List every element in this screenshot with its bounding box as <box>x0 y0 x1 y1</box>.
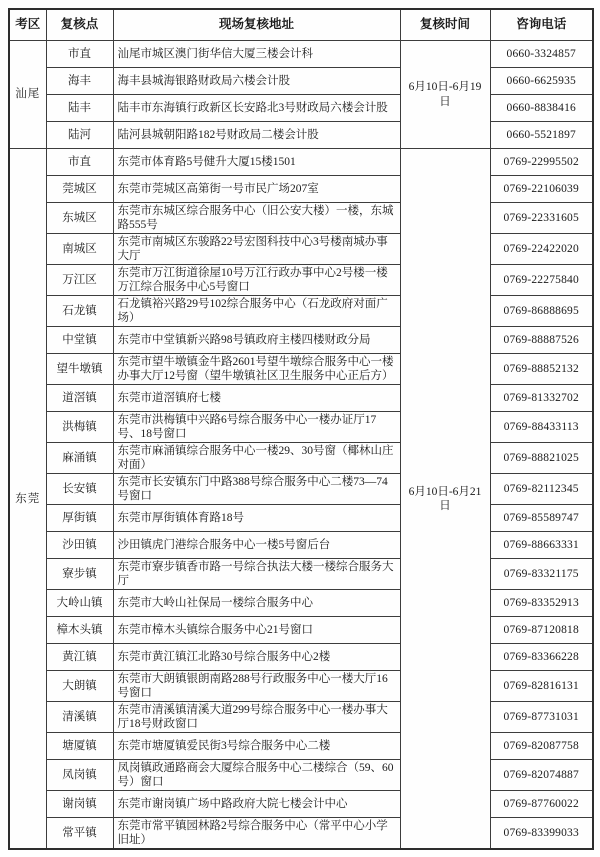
address-cell: 东莞市中堂镇新兴路98号镇政府主楼四楼财政分局 <box>113 327 400 354</box>
header-address: 现场复核地址 <box>113 9 400 41</box>
review-point-cell: 莞城区 <box>46 176 113 203</box>
phone-cell: 0769-88887526 <box>490 327 593 354</box>
table-row <box>9 671 593 702</box>
phone-cell: 0660-3324857 <box>490 41 593 68</box>
table-row <box>9 590 593 617</box>
table-row <box>9 176 593 203</box>
address-cell: 东莞市大岭山社保局一楼综合服务中心 <box>113 590 400 617</box>
table-row <box>9 203 593 234</box>
review-time-cell: 6月10日-6月19日 <box>400 41 490 149</box>
address-cell: 东莞市南城区东骏路22号宏图科技中心3号楼南城办事大厅 <box>113 234 400 265</box>
address-cell: 沙田镇虎门港综合服务中心一楼5号窗后台 <box>113 532 400 559</box>
review-point-cell: 大朗镇 <box>46 671 113 702</box>
review-point-cell: 海丰 <box>46 68 113 95</box>
address-cell: 陆河县城朝阳路182号财政局二楼会计股 <box>113 122 400 149</box>
header-region: 考区 <box>9 9 46 41</box>
phone-cell: 0769-82112345 <box>490 474 593 505</box>
phone-cell: 0769-81332702 <box>490 385 593 412</box>
review-point-cell: 大岭山镇 <box>46 590 113 617</box>
review-point-cell: 中堂镇 <box>46 327 113 354</box>
table-row <box>9 818 593 850</box>
review-point-cell: 谢岗镇 <box>46 791 113 818</box>
table-row <box>9 559 593 590</box>
phone-cell: 0769-87760022 <box>490 791 593 818</box>
table-row <box>9 760 593 791</box>
table-row <box>9 149 593 176</box>
review-point-cell: 陆丰 <box>46 95 113 122</box>
review-point-cell: 洪梅镇 <box>46 412 113 443</box>
phone-cell: 0769-22995502 <box>490 149 593 176</box>
table-row <box>9 532 593 559</box>
address-cell: 东莞市黄江镇江北路30号综合服务中心2楼 <box>113 644 400 671</box>
table-row <box>9 354 593 385</box>
review-point-cell: 市直 <box>46 41 113 68</box>
phone-cell: 0660-8838416 <box>490 95 593 122</box>
review-point-cell: 寮步镇 <box>46 559 113 590</box>
header-phone: 咨询电话 <box>490 9 593 41</box>
review-point-cell: 清溪镇 <box>46 702 113 733</box>
phone-cell: 0769-82087758 <box>490 733 593 760</box>
review-point-cell: 塘厦镇 <box>46 733 113 760</box>
address-cell: 东莞市洪梅镇中兴路6号综合服务中心一楼办证厅17号、18号窗口 <box>113 412 400 443</box>
address-cell: 东莞市体育路5号健升大厦15楼1501 <box>113 149 400 176</box>
table-row <box>9 702 593 733</box>
address-cell: 东莞市谢岗镇广场中路政府大院七楼会计中心 <box>113 791 400 818</box>
address-cell: 汕尾市城区澳门街华信大厦三楼会计科 <box>113 41 400 68</box>
address-cell: 陆丰市东海镇行政新区长安路北3号财政局六楼会计股 <box>113 95 400 122</box>
address-cell: 东莞市莞城区高第街一号市民广场207室 <box>113 176 400 203</box>
review-point-cell: 沙田镇 <box>46 532 113 559</box>
review-point-cell: 南城区 <box>46 234 113 265</box>
phone-cell: 0769-82074887 <box>490 760 593 791</box>
address-cell: 东莞市大朗镇银朗南路288号行政服务中心一楼大厅16号窗口 <box>113 671 400 702</box>
review-point-cell: 麻涌镇 <box>46 443 113 474</box>
header-point: 复核点 <box>46 9 113 41</box>
phone-cell: 0769-22422020 <box>490 234 593 265</box>
table-row <box>9 122 593 149</box>
review-point-cell: 万江区 <box>46 265 113 296</box>
table-row <box>9 68 593 95</box>
phone-cell: 0769-82816131 <box>490 671 593 702</box>
review-point-cell: 道滘镇 <box>46 385 113 412</box>
table-row <box>9 443 593 474</box>
table-row <box>9 296 593 327</box>
phone-cell: 0769-87120818 <box>490 617 593 644</box>
table-row <box>9 41 593 68</box>
table-row <box>9 505 593 532</box>
review-point-cell: 樟木头镇 <box>46 617 113 644</box>
review-time-cell: 6月10日-6月21日 <box>400 149 490 850</box>
phone-cell: 0769-22275840 <box>490 265 593 296</box>
review-point-cell: 陆河 <box>46 122 113 149</box>
region-cell: 东莞 <box>9 149 46 850</box>
header-time: 复核时间 <box>400 9 490 41</box>
review-point-cell: 凤岗镇 <box>46 760 113 791</box>
phone-cell: 0660-5521897 <box>490 122 593 149</box>
phone-cell: 0769-87731031 <box>490 702 593 733</box>
review-point-cell: 石龙镇 <box>46 296 113 327</box>
phone-cell: 0769-83366228 <box>490 644 593 671</box>
address-cell: 东莞市厚街镇体育路18号 <box>113 505 400 532</box>
table-row <box>9 791 593 818</box>
table-body <box>9 41 593 850</box>
phone-cell: 0769-88821025 <box>490 443 593 474</box>
phone-cell: 0769-22106039 <box>490 176 593 203</box>
table-row <box>9 385 593 412</box>
review-point-cell: 市直 <box>46 149 113 176</box>
table-row <box>9 733 593 760</box>
table-row <box>9 474 593 505</box>
table-row <box>9 234 593 265</box>
review-point-cell: 厚街镇 <box>46 505 113 532</box>
review-point-cell: 常平镇 <box>46 818 113 850</box>
header-row <box>9 9 593 41</box>
review-point-cell: 望牛墩镇 <box>46 354 113 385</box>
address-cell: 东莞市望牛墩镇金牛路2601号望牛墩综合服务中心一楼办事大厅12号窗（望牛墩镇社区卫生服务中心正后方） <box>113 354 400 385</box>
table-row <box>9 265 593 296</box>
table-row <box>9 327 593 354</box>
review-point-cell: 东城区 <box>46 203 113 234</box>
phone-cell: 0769-88433113 <box>490 412 593 443</box>
review-locations-table <box>8 8 594 850</box>
address-cell: 海丰县城海银路财政局六楼会计股 <box>113 68 400 95</box>
address-cell: 东莞市东城区综合服务中心（旧公安大楼）一楼，东城路555号 <box>113 203 400 234</box>
table-row <box>9 95 593 122</box>
phone-cell: 0769-22331605 <box>490 203 593 234</box>
table-row <box>9 644 593 671</box>
address-cell: 东莞市常平镇园林路2号综合服务中心（常平中心小学旧址） <box>113 818 400 850</box>
address-cell: 东莞市长安镇东门中路388号综合服务中心二楼73—74号窗口 <box>113 474 400 505</box>
phone-cell: 0769-85589747 <box>490 505 593 532</box>
table-row <box>9 412 593 443</box>
address-cell: 东莞市道滘镇府七楼 <box>113 385 400 412</box>
review-point-cell: 黄江镇 <box>46 644 113 671</box>
address-cell: 东莞市寮步镇香市路一号综合执法大楼一楼综合服务大厅 <box>113 559 400 590</box>
phone-cell: 0769-83352913 <box>490 590 593 617</box>
phone-cell: 0660-6625935 <box>490 68 593 95</box>
region-cell: 汕尾 <box>9 41 46 149</box>
address-cell: 东莞市万江街道徐屋10号万江行政办事中心2号楼一楼万江综合服务中心5号窗口 <box>113 265 400 296</box>
phone-cell: 0769-86888695 <box>490 296 593 327</box>
address-cell: 东莞市清溪镇清溪大道299号综合服务中心一楼办事大厅18号财政窗口 <box>113 702 400 733</box>
address-cell: 凤岗镇政通路商会大厦综合服务中心二楼综合（59、60号）窗口 <box>113 760 400 791</box>
phone-cell: 0769-88852132 <box>490 354 593 385</box>
address-cell: 石龙镇裕兴路29号102综合服务中心（石龙政府对面广场） <box>113 296 400 327</box>
phone-cell: 0769-83399033 <box>490 818 593 850</box>
phone-cell: 0769-88663331 <box>490 532 593 559</box>
phone-cell: 0769-83321175 <box>490 559 593 590</box>
review-point-cell: 长安镇 <box>46 474 113 505</box>
address-cell: 东莞市樟木头镇综合服务中心21号窗口 <box>113 617 400 644</box>
table-row <box>9 617 593 644</box>
address-cell: 东莞市麻涌镇综合服务中心一楼29、30号窗（椰林山庄对面） <box>113 443 400 474</box>
address-cell: 东莞市塘厦镇爱民街3号综合服务中心二楼 <box>113 733 400 760</box>
